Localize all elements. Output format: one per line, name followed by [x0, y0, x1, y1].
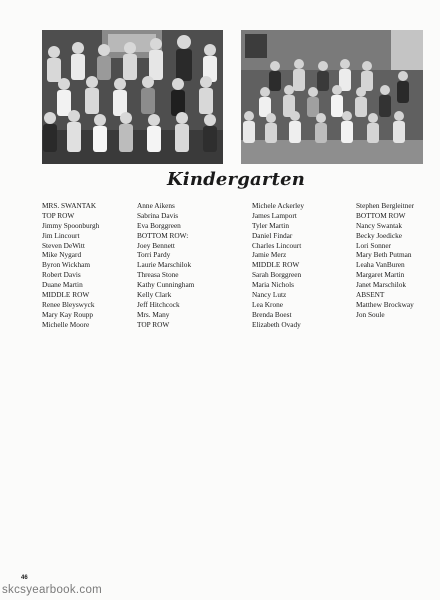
caption-column-2	[137, 201, 194, 330]
caption-line: Michelle Moore	[42, 319, 90, 329]
caption-line: Matthew Brockway	[356, 299, 414, 309]
caption-line: Joey Bennett	[137, 240, 175, 250]
class-photo-right-image	[241, 30, 423, 164]
caption-line: Becky Joedicke	[356, 230, 402, 240]
caption-line: James Lamport	[252, 210, 297, 220]
caption-line: Kelly Clark	[137, 290, 172, 300]
caption-line: MIDDLE ROW	[42, 290, 90, 300]
caption-line: BOTTOM ROW	[356, 210, 406, 220]
caption-line: TOP ROW	[42, 210, 75, 220]
caption-line: Janet Marschilok	[356, 280, 407, 290]
caption-line: Jeff Hitchcock	[137, 299, 180, 309]
caption-line: Lori Sonner	[356, 240, 392, 250]
caption-columns	[42, 201, 432, 331]
caption-line: Renee Bleyswyck	[42, 299, 95, 309]
caption-line: Maria Nichols	[252, 280, 294, 290]
caption-line: Stephen Bergleitner	[356, 201, 415, 210]
caption-line: Steven DeWitt	[42, 240, 85, 250]
caption-line: Jamie Merz	[252, 250, 287, 260]
caption-line: Threasa Stone	[137, 270, 179, 280]
caption-line: Anne Aikens	[137, 201, 175, 210]
watermark: skcsyearbook.com	[2, 584, 103, 596]
class-photo-right	[241, 30, 423, 164]
caption-column-1	[42, 201, 99, 330]
class-photo-left	[42, 30, 223, 164]
page-title: Kindergarten	[166, 169, 306, 190]
caption-line: Eva Borggreen	[137, 220, 181, 230]
caption-line: BOTTOM ROW:	[137, 230, 189, 240]
caption-line: Jon Soule	[356, 309, 385, 319]
caption-line: ABSENT	[356, 290, 385, 300]
caption-line: Nancy Lutz	[252, 290, 287, 300]
caption-line: Lea Krone	[252, 299, 283, 309]
caption-line: Duane Martin	[42, 280, 83, 290]
caption-line: Michele Ackerley	[252, 201, 305, 210]
caption-line: Kathy Cunningham	[137, 280, 195, 290]
caption-line: Nancy Swantak	[356, 220, 402, 230]
caption-line: Daniel Findar	[252, 230, 293, 240]
caption-line: Leaha VanBuren	[356, 260, 405, 270]
caption-line: Mary Kay Roupp	[42, 309, 94, 319]
caption-line: Brenda Boest	[252, 309, 292, 319]
caption-column-3	[252, 201, 304, 330]
caption-line: Mary Beth Putman	[356, 250, 412, 260]
caption-column-4	[356, 201, 414, 320]
caption-line: Torri Pardy	[137, 250, 171, 260]
caption-line: Charles Lincourt	[252, 240, 302, 250]
caption-line: Mrs. Many	[137, 309, 170, 319]
caption-line: MRS. SWANTAK	[42, 201, 97, 210]
caption-line: Sabrina Davis	[137, 210, 179, 220]
caption-line: Margaret Martin	[356, 270, 405, 280]
caption-line: Tyler Martin	[252, 220, 289, 230]
page-number: 46	[21, 575, 28, 581]
caption-line: TOP ROW	[137, 319, 170, 329]
caption-line: Jim Lincourt	[42, 230, 80, 240]
caption-line: Robert Davis	[42, 270, 81, 280]
caption-line: Elizabeth Ovady	[252, 319, 301, 329]
class-photo-left-image	[42, 30, 223, 164]
caption-line: Byron Wickham	[42, 260, 91, 270]
caption-line: Sarah Borggreen	[252, 270, 302, 280]
caption-line: MIDDLE ROW	[252, 260, 300, 270]
caption-line: Jimmy Spoonburgh	[42, 220, 100, 230]
caption-line: Laurie Marschilok	[137, 260, 192, 270]
caption-line: Mike Nygard	[42, 250, 82, 260]
